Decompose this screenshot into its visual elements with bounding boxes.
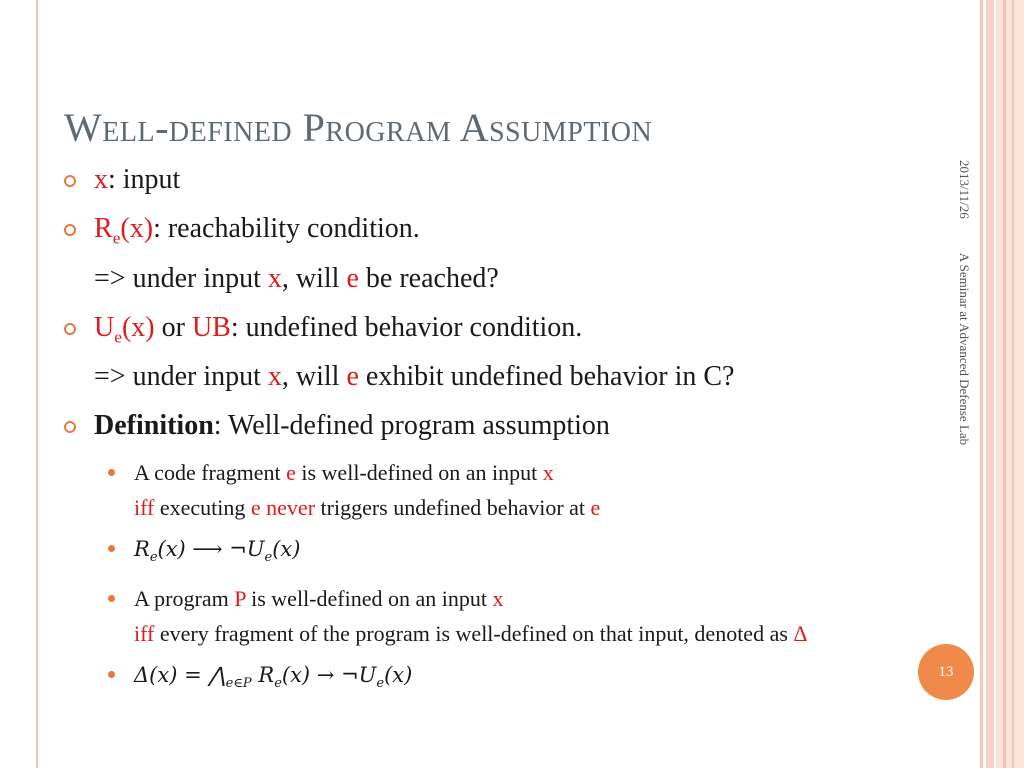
bullet-ring-icon bbox=[64, 224, 76, 236]
slide-footer-vertical bbox=[952, 160, 972, 580]
decor-stripe bbox=[996, 0, 1024, 768]
sub-bullet-code-fragment: A code fragment e is well-defined on an input x iff executing e never triggers undefined behavior at e bbox=[134, 455, 922, 525]
bullet-input: x: input bbox=[62, 160, 922, 200]
sub-bullet-formula-1 bbox=[134, 531, 922, 575]
formula-reachability: $R_e(x)$ ⟶ $\neg U_e(x)$ bbox=[134, 537, 301, 566]
formula-delta: $\Delta(x) = ⋀_{e\in P}$ $R_e(x)$ → $\neg U_e(x)$ bbox=[134, 663, 413, 692]
decor-stripe bbox=[980, 0, 983, 768]
decor-stripe bbox=[1003, 0, 1006, 768]
decor-stripe bbox=[986, 0, 994, 768]
bullet-undefined-behavior: $U_e(x)$ or UB: undefined behavior condition. => under input x, will e exhibit undefined behavior in C? bbox=[62, 308, 922, 398]
left-border-line bbox=[36, 0, 38, 768]
slide-date: 2013/11/26 bbox=[957, 160, 972, 219]
slide-title: Well-defined Program Assumption bbox=[64, 105, 653, 150]
sub-bullet-program: A program P is well-defined on an input x iff every fragment of the program is well-defined on that input, denoted as Δ bbox=[134, 581, 922, 651]
bullet-dot-icon bbox=[108, 595, 115, 602]
slide-footer-text: A Seminar at Advanced Defense Lab bbox=[957, 252, 972, 446]
decor-stripe bbox=[1012, 0, 1014, 768]
bullet-reachability: $R_e(x)$: reachability condition. => under input x, will e be reached? bbox=[62, 209, 922, 299]
bullet-ring-icon bbox=[64, 175, 76, 187]
bullet-dot-icon bbox=[108, 671, 115, 678]
bullet-dot-icon bbox=[108, 469, 115, 476]
page-number-badge: 13 bbox=[918, 644, 974, 700]
bullet-definition: Definition: Well-defined program assumption bbox=[62, 406, 922, 446]
bullet-ring-icon bbox=[64, 421, 76, 433]
bullet-ring-icon bbox=[64, 323, 76, 335]
slide-content bbox=[62, 160, 922, 708]
bullet-dot-icon bbox=[108, 545, 115, 552]
sub-bullet-formula-2 bbox=[134, 657, 922, 701]
